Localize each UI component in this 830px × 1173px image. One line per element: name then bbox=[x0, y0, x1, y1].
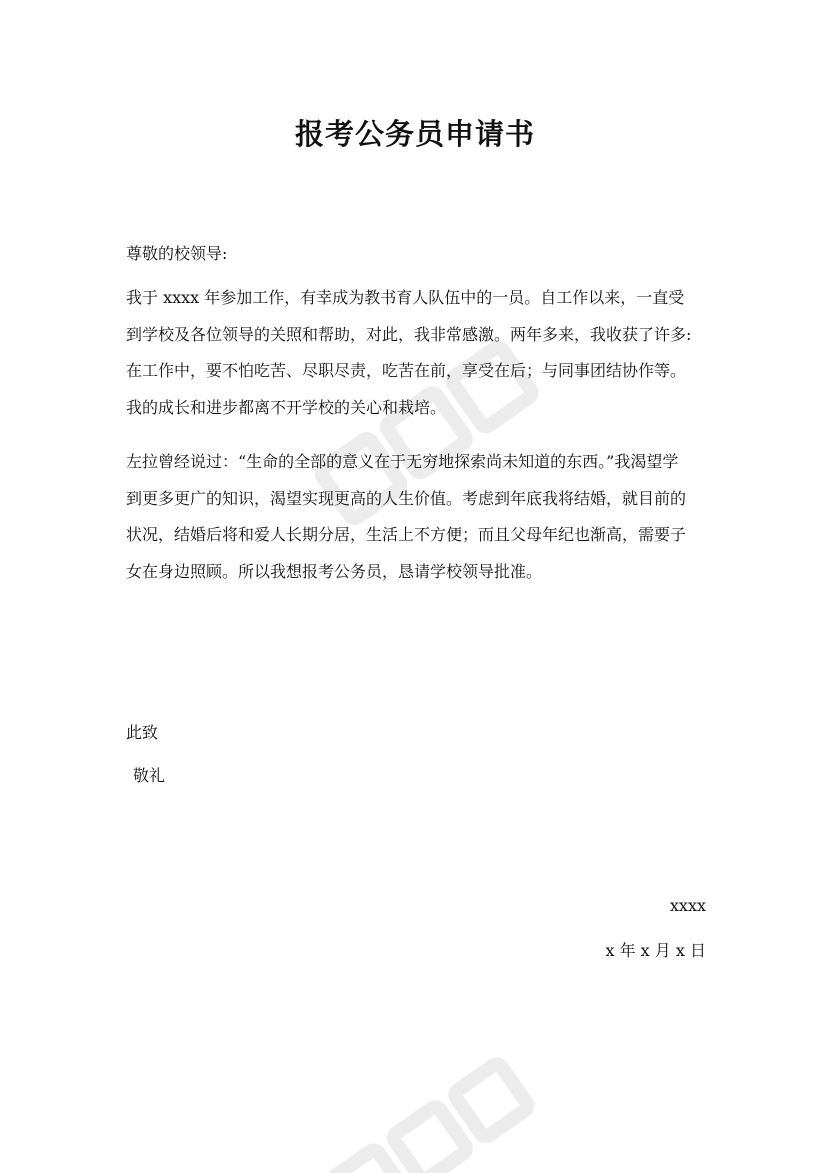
paragraph-line: 状况，结婚后将和爱人长期分居，生活上不方便；而且父母年纪也渐高，需要子 bbox=[126, 525, 687, 544]
paragraph-line: 女在身边照顾。所以我想报考公务员，恳请学校领导批准。 bbox=[126, 561, 543, 581]
page-title: 报考公务员申请书 bbox=[294, 117, 535, 151]
closing-regards: 敬礼 bbox=[133, 766, 166, 785]
paragraph-line: 到更多更广的知识，渴望实现更高的人生价值。考虑到年底我将结婚，就目前的 bbox=[126, 488, 687, 508]
watermark-logo-icon bbox=[305, 1045, 565, 1173]
paragraph-line: 我于 xxxx 年参加工作，有幸成为教书育人队伍中的一员。自工作以来，一直受 bbox=[126, 288, 685, 307]
salutation: 尊敬的校领导: bbox=[126, 244, 228, 263]
paragraph-line: 左拉曾经说过：“生命的全部的意义在于无穷地探索尚未知道的东西。”我渴望学 bbox=[126, 452, 679, 471]
paragraph-line: 在工作中，要不怕吃苦、尽职尽责，吃苦在前，享受在后；与同事团结协作等。 bbox=[126, 361, 687, 380]
paragraph-1 bbox=[126, 280, 706, 426]
paragraph-line: 到学校及各位领导的关照和帮助，对此，我非常感激。两年多来，我收获了许多: bbox=[126, 324, 692, 344]
signature-date: x 年 x 月 x 日 bbox=[605, 941, 706, 960]
paragraph-2 bbox=[126, 444, 706, 590]
signature-name: xxxx bbox=[669, 896, 706, 915]
paragraph-line: 我的成长和进步都离不开学校的关心和栽培。 bbox=[126, 397, 447, 417]
closing-line: 此致 bbox=[126, 723, 159, 742]
